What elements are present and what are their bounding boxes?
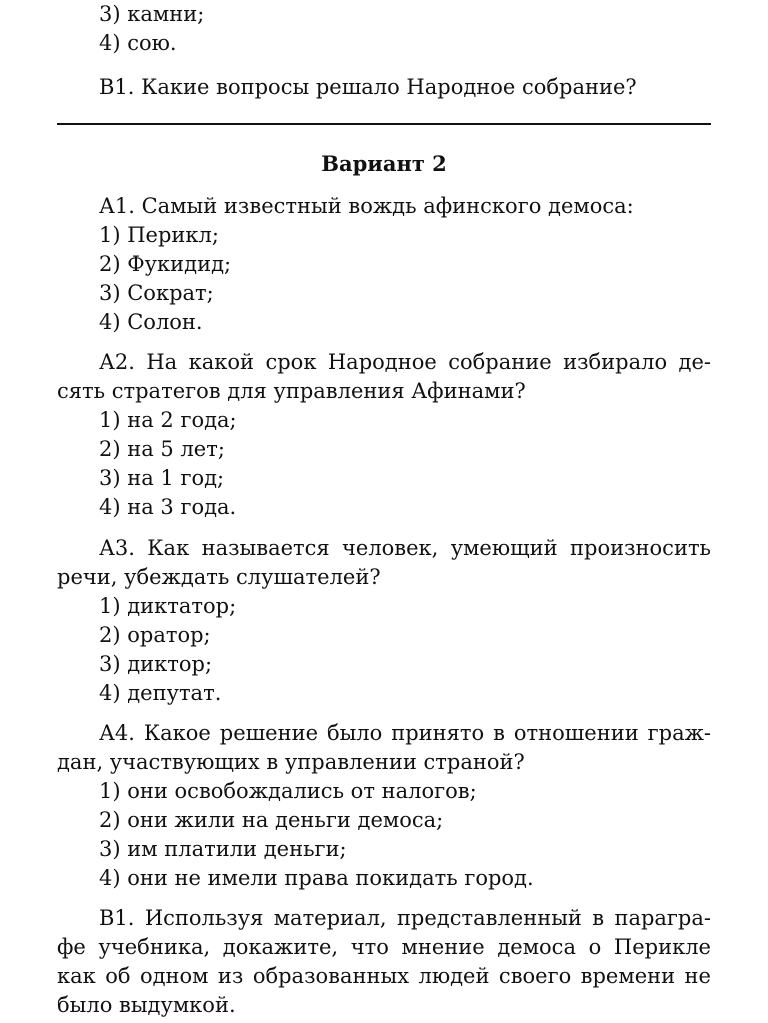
option-line: 2) оратор; xyxy=(99,623,211,647)
question-text: В1. Используя материал, представленный в парагра- xyxy=(99,906,711,930)
question-a2 xyxy=(57,348,711,522)
question-text: речи, убеждать слушателей? xyxy=(57,565,381,589)
question-text: А4. Какое решение было принято в отношении граж- xyxy=(99,721,711,745)
question-b1 xyxy=(57,904,711,1020)
option-line: 1) они освобождались от налогов; xyxy=(99,779,477,803)
option-line: 2) они жили на деньги демоса; xyxy=(99,808,444,832)
separator-rule xyxy=(57,123,711,125)
option-line: 4) Солон. xyxy=(99,310,203,334)
question-text: А3. Как называется человек, умеющий произносить xyxy=(99,536,711,560)
question-text: А2. На какой срок Народное собрание избирало де- xyxy=(99,350,711,374)
question-a3 xyxy=(57,534,711,708)
question-text: как об одном из образованных людей своего времени не xyxy=(57,964,711,988)
question-text: сять стратегов для управления Афинами? xyxy=(57,379,526,403)
option-line: 3) на 1 год; xyxy=(99,466,225,490)
question-text: было выдумкой. xyxy=(57,993,236,1017)
option-line: 4) сою. xyxy=(99,31,177,55)
option-line: 1) Перикл; xyxy=(99,223,219,247)
question-text: дан, участвующих в управлении страной? xyxy=(57,750,525,774)
option-line: 4) они не имели права покидать город. xyxy=(99,866,534,890)
question-text: А1. Самый известный вождь афинского демоса: xyxy=(99,194,634,218)
option-line: 3) диктор; xyxy=(99,652,213,676)
option-line: 1) на 2 года; xyxy=(99,408,237,432)
question-a1 xyxy=(99,192,711,337)
question-text: фе учебника, докажите, что мнение демоса о Перикле xyxy=(57,935,711,959)
previous-options xyxy=(99,0,711,58)
option-line: 3) Сократ; xyxy=(99,281,214,305)
option-line: 2) Фукидид; xyxy=(99,252,232,276)
option-line: 4) депутат. xyxy=(99,681,222,705)
question-text: В1. Какие вопросы решало Народное собрание? xyxy=(99,75,637,99)
option-line: 3) им платили деньги; xyxy=(99,837,347,861)
option-line: 1) диктатор; xyxy=(99,594,237,618)
option-line: 2) на 5 лет; xyxy=(99,437,225,461)
variant-title: Вариант 2 xyxy=(321,151,447,176)
question-a4 xyxy=(57,719,711,893)
option-line: 4) на 3 года. xyxy=(99,495,237,519)
option-line: 3) камни; xyxy=(99,2,205,26)
previous-b1 xyxy=(99,73,711,102)
